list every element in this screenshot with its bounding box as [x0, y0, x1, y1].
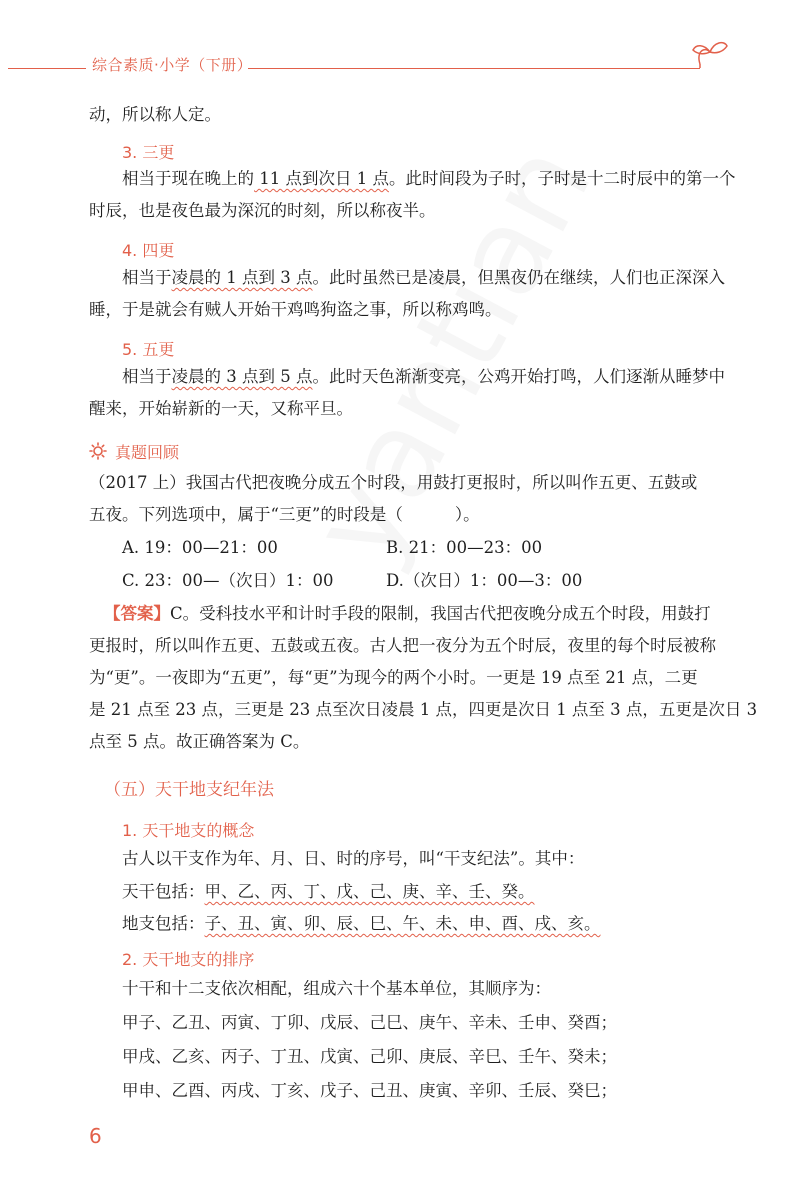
geng-heading-3: 3. 三更: [122, 143, 175, 162]
geng-5-text-pre: 相当于: [122, 367, 172, 386]
answer-line-1: [104, 603, 711, 625]
concept-intro: 古人以干支作为年、月、日、时的序号，叫“干支纪法”。其中：: [122, 849, 585, 868]
geng-4-text-post: 。此时虽然已是凌晨，但黑夜仍在继续，人们也正深深入: [312, 268, 725, 287]
page-number: 6: [89, 1124, 102, 1148]
tiangan-list: 甲、乙、丙、丁、戊、己、庚、辛、壬、癸。: [204, 882, 535, 901]
dizhi-label: 地支包括：: [122, 914, 205, 933]
ganzhi-row-3: 甲申、乙酉、丙戌、丁亥、戊子、己丑、庚寅、辛卯、壬辰、癸巳；: [122, 1081, 617, 1100]
answer-line-2: 更报时，所以叫作五更、五鼓或五夜。古人把一夜分为五个时辰，夜里的每个时辰被称: [89, 636, 716, 655]
answer-line-3: 为“更”。一夜即为“五更”，每“更”为现今的两个小时。一更是 19 点至 21 点，二更: [89, 668, 698, 687]
answer-line-5: 点至 5 点。故正确答案为 C。: [89, 732, 310, 751]
question-line-1: （2017 上）我国古代把夜晚分成五个时段，用鼓打更报时，所以叫作五更、五鼓或: [89, 473, 698, 492]
answer-text-1: C。受科技水平和计时手段的限制，我国古代把夜晚分成五个时段，用鼓打: [170, 604, 711, 623]
tiangan-line: [122, 881, 535, 903]
answer-line-4: 是 21 点至 23 点，三更是 23 点至次日凌晨 1 点，四更是次日 1 点至 3 点，五更是次日 3: [89, 700, 758, 719]
header-title: 综合素质·小学（下册）: [92, 56, 253, 74]
subheading-order: 2. 天干地支的排序: [122, 950, 255, 969]
answer-label: 【答案】: [104, 604, 170, 623]
intro-line: 动，所以称人定。: [89, 105, 221, 124]
question-close: ）。: [454, 505, 480, 524]
geng-5-text-post: 。此时天色渐渐变亮，公鸡开始打鸣，人们逐渐从睡梦中: [312, 367, 725, 386]
dizhi-list: 子、丑、寅、卯、辰、巳、午、未、申、酉、戌、亥。: [204, 914, 601, 933]
sun-icon: [89, 442, 107, 460]
ganzhi-row-1: 甲子、乙丑、丙寅、丁卯、戊辰、己巳、庚午、辛未、壬申、癸酉；: [122, 1013, 617, 1032]
header-rule-left: [8, 68, 86, 69]
geng-3-highlight: 11 点到次日 1 点: [254, 169, 389, 188]
dizhi-line: [122, 913, 601, 935]
option-d: D.（次日）1：00—3：00: [386, 571, 583, 590]
question-text: 五夜。下列选项中，属于“三更”的时段是（: [89, 505, 403, 524]
geng-4-highlight: 凌晨的 1 点到 3 点: [171, 268, 313, 287]
option-c: C. 23：00—（次日）1：00: [122, 571, 334, 590]
geng-3-line-1: [122, 168, 735, 190]
page-header: [0, 0, 800, 90]
geng-5-line-2: 醒来，开始崭新的一天，又称平旦。: [89, 399, 353, 418]
geng-heading-4: 4. 四更: [122, 241, 175, 260]
geng-4-line-1: [122, 267, 725, 289]
geng-4-line-2: 睡，于是就会有贼人开始干鸡鸣狗盗之事，所以称鸡鸣。: [89, 300, 502, 319]
geng-heading-5: 5. 五更: [122, 340, 175, 359]
header-rule-right: [248, 68, 700, 69]
order-intro: 十干和十二支依次相配，组成六十个基本单位，其顺序为：: [122, 979, 551, 998]
option-a: A. 19：00—21：00: [122, 538, 278, 557]
ganzhi-row-2: 甲戌、乙亥、丙子、丁丑、戊寅、己卯、庚辰、辛巳、壬午、癸未；: [122, 1047, 617, 1066]
geng-3-text-pre: 相当于现在晚上的: [122, 169, 254, 188]
geng-5-line-1: [122, 366, 725, 388]
geng-5-highlight: 凌晨的 3 点到 5 点: [171, 367, 313, 386]
tiangan-label: 天干包括：: [122, 882, 205, 901]
option-b: B. 21：00—23：00: [386, 538, 543, 557]
section-heading: （五）天干地支纪年法: [104, 780, 274, 800]
review-heading: 真题回顾: [115, 443, 180, 462]
question-line-2: [89, 504, 480, 526]
sprout-icon: [690, 30, 730, 72]
geng-4-text-pre: 相当于: [122, 268, 172, 287]
geng-3-text-post: 。此时间段为子时，子时是十二时辰中的第一个: [388, 169, 736, 188]
subheading-concept: 1. 天干地支的概念: [122, 821, 255, 840]
geng-3-line-2: 时辰，也是夜色最为深沉的时刻，所以称夜半。: [89, 201, 436, 220]
